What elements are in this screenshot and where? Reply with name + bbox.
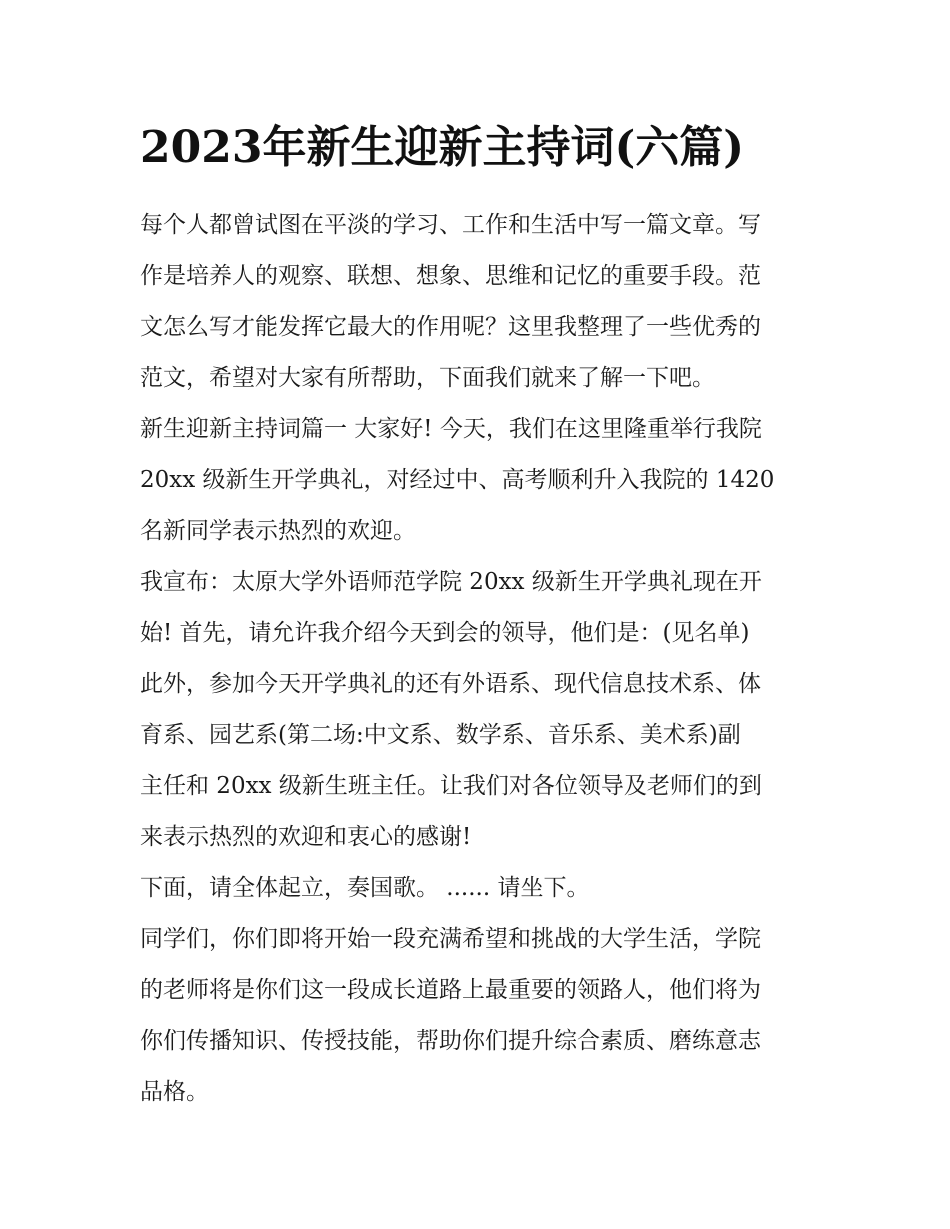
text-line: 育系、园艺系(第二场:中文系、数学系、音乐系、美术系)副 [140,722,741,748]
text-line: 名新同学表示热烈的欢迎。 [140,518,416,544]
text-line: 品格。 [140,1079,209,1105]
text-line: 始! 首先，请允许我介绍今天到会的领导，他们是：(见名单) [140,620,750,646]
text-line: 文怎么写才能发挥它最大的作用呢？这里我整理了一些优秀的 [140,314,761,340]
text-line: 来表示热烈的欢迎和衷心的感谢! [140,824,472,850]
text-line: 新生迎新主持词篇一 大家好! 今天，我们在这里隆重举行我院 [140,416,762,442]
document-body [140,200,812,1118]
text-line: 你们传播知识、传授技能，帮助你们提升综合素质、磨练意志 [140,1028,761,1054]
text-line: 范文，希望对大家有所帮助，下面我们就来了解一下吧。 [140,365,715,391]
text-line: 下面，请全体起立，奏国歌。 ...... 请坐下。 [140,875,590,901]
document-title: 2023年新生迎新主持词(六篇) [140,122,745,173]
text-line: 20xx 级新生开学典礼，对经过中、高考顺利升入我院的 1420 [140,467,775,493]
text-line: 的老师将是你们这一段成长道路上最重要的领路人，他们将为 [140,977,761,1003]
text-line: 我宣布：太原大学外语师范学院 20xx 级新生开学典礼现在开 [140,569,762,595]
text-line: 此外，参加今天开学典礼的还有外语系、现代信息技术系、体 [140,671,761,697]
text-line: 同学们，你们即将开始一段充满希望和挑战的大学生活，学院 [140,926,761,952]
text-line: 主任和 20xx 级新生班主任。让我们对各位领导及老师们的到 [140,773,762,799]
text-line: 每个人都曾试图在平淡的学习、工作和生活中写一篇文章。写 [140,212,761,238]
text-line: 作是培养人的观察、联想、想象、思维和记忆的重要手段。范 [140,263,761,289]
